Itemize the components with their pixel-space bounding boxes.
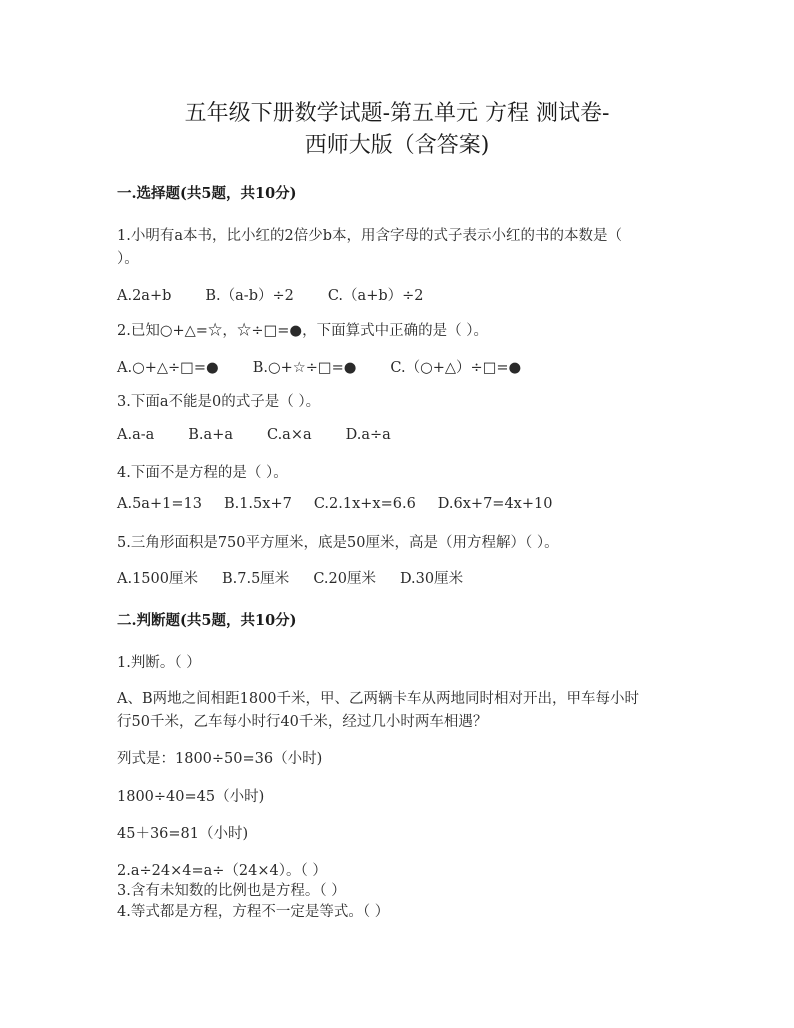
q1-option-b: B.（a-b）÷2: [205, 288, 294, 304]
q5-options: [117, 567, 463, 588]
q3-stem: 3.下面a不能是0的式子是（ ）。: [117, 394, 321, 410]
q1-stem-line2: ）。: [117, 251, 139, 267]
q4-options: [117, 496, 552, 512]
q2-options: [117, 356, 521, 377]
q3-option-a: A.a-a: [117, 427, 155, 443]
q5-option-d: D.30厘米: [399, 571, 464, 587]
q2-option-c: C.（○+△）÷□=●: [390, 360, 522, 376]
document-title-line1: 五年级下册数学试题-第五单元 方程 测试卷-: [184, 101, 610, 126]
q4-option-d: D.6x+7=4x+10: [437, 496, 553, 512]
section1-heading: 一.选择题(共5题，共10分): [117, 185, 297, 202]
q2-stem: 2.已知○+△=☆，☆÷□=●，下面算式中正确的是（ ）。: [117, 323, 488, 339]
section2-heading: 二.判断题(共5题，共10分): [117, 612, 297, 629]
q4-stem: 4.下面不是方程的是（ ）。: [117, 465, 288, 481]
q5-stem: 5.三角形面积是750平方厘米，底是50厘米，高是（用方程解）（ ）。: [117, 535, 559, 551]
tf-q1-calc2: 1800÷40=45（小时): [117, 789, 265, 805]
q3-options: [117, 427, 391, 443]
q5-option-c: C.20厘米: [313, 571, 376, 587]
tf-q1-stem: 1.判断。（ ）: [117, 655, 201, 671]
tf-q4: 4.等式都是方程，方程不一定是等式。（ ）: [117, 904, 390, 920]
q1-options: [117, 284, 424, 305]
q4-option-c: C.2.1x+x=6.6: [313, 496, 416, 512]
q3-option-d: D.a÷a: [345, 427, 391, 443]
q1-option-a: A.2a+b: [117, 288, 172, 304]
document-title-line2: 西师大版（含答案): [304, 133, 490, 158]
q1-stem-line1: 1.小明有a本书，比小红的2倍少b本，用含字母的式子表示小红的书的本数是（: [117, 228, 622, 244]
tf-q1-body-line1: A、B两地之间相距1800千米，甲、乙两辆卡车从两地同时相对开出，甲车每小时: [117, 691, 640, 707]
tf-q1-calc3: 45＋36=81（小时): [117, 826, 249, 842]
tf-q1-calc1: 列式是：1800÷50=36（小时): [117, 751, 323, 767]
tf-q1-body-line2: 行50千米，乙车每小时行40千米，经过几小时两车相遇？: [117, 714, 488, 730]
tf-q2: 2.a÷24×4=a÷（24×4）。（ ）: [117, 863, 327, 879]
q3-option-c: C.a×a: [267, 427, 312, 443]
q2-option-b: B.○+☆÷□=●: [252, 360, 357, 376]
q5-option-a: A.1500厘米: [117, 571, 198, 587]
tf-q3: 3.含有未知数的比例也是方程。（ ）: [117, 883, 346, 899]
q4-option-b: B.1.5x+7: [223, 496, 292, 512]
q4-option-a: A.5a+1=13: [117, 496, 202, 512]
q5-option-b: B.7.5厘米: [221, 571, 290, 587]
q3-option-b: B.a+a: [188, 427, 233, 443]
q1-option-c: C.（a+b）÷2: [327, 288, 424, 304]
q2-option-a: A.○+△÷□=●: [117, 360, 219, 376]
